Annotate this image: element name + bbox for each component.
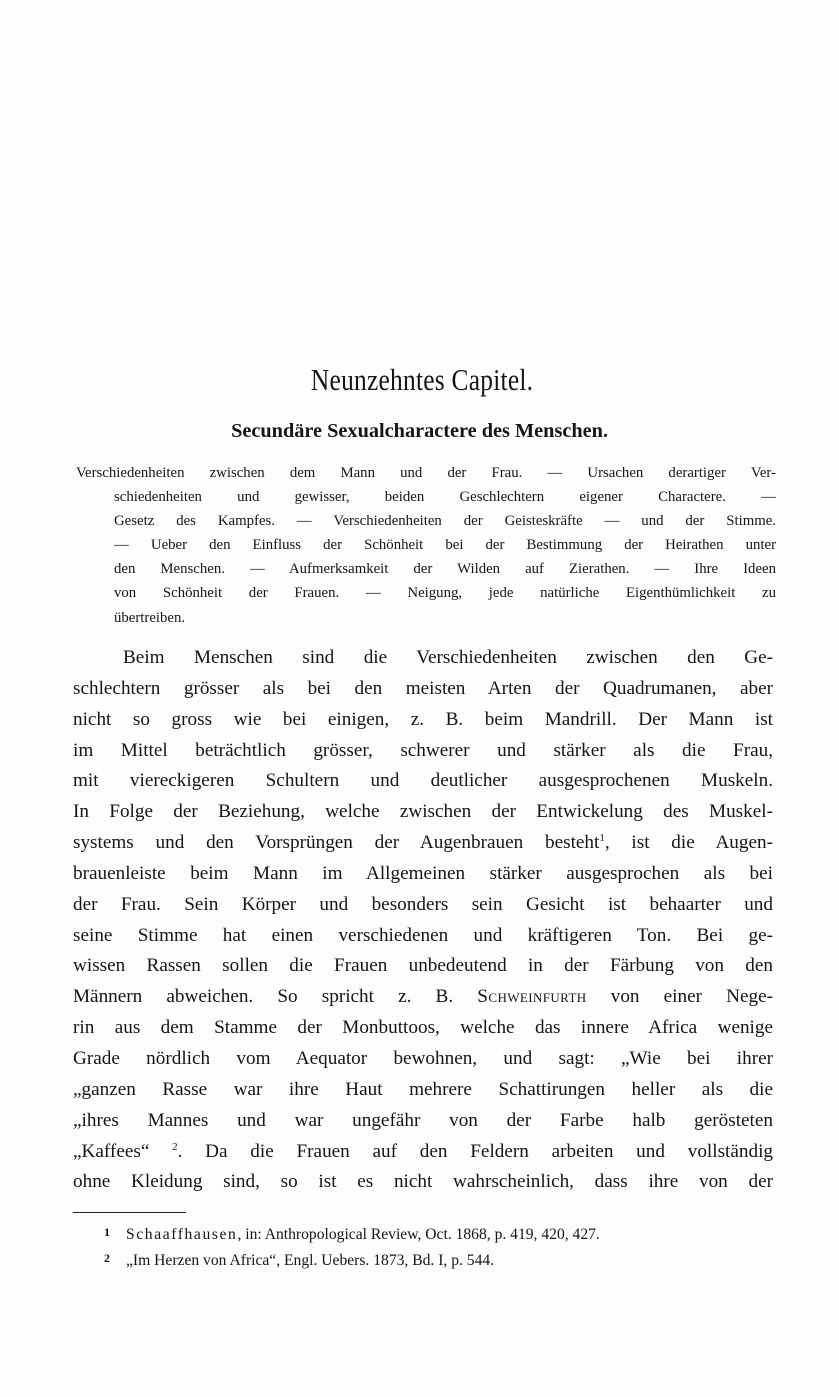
summary-line: — Ueber den Einfluss der Schönheit bei der Bestimmung der Heirathen unter: [114, 537, 776, 554]
body-line: [73, 828, 773, 859]
body-line: wissen Rassen sollen die Frauen unbedeutend in der Färbung von den: [73, 955, 773, 977]
summary-line: von Schönheit der Frauen. — Neigung, jede natürliche Eigenthümlichkeit zu: [114, 585, 776, 602]
body-line-part: von einer Nege-: [610, 986, 773, 1008]
body-line: Beim Menschen sind die Verschiedenheiten zwischen den Ge-: [123, 647, 773, 668]
body-line: In Folge der Beziehung, welche zwischen der Entwickelung des Muskel-: [73, 801, 773, 823]
body-line: der Frau. Sein Körper und besonders sein Gesicht ist behaarter und: [73, 893, 773, 915]
body-line: [73, 982, 773, 1013]
body-paragraph: [73, 643, 773, 1198]
footnote-number: 1: [104, 1225, 110, 1239]
body-line: Grade nördlich vom Aequator bewohnen, und sagt: „Wie bei ihrer: [73, 1047, 773, 1069]
footnote-text: , in: Anthropological Review, Oct. 1868, p. 419, 420, 427.: [237, 1226, 600, 1243]
chapter-subtitle: Secundäre Sexualcharactere des Menschen.: [231, 420, 609, 442]
chapter-title: Neunzehntes Capitel.: [310, 362, 534, 397]
summary-line: übertreiben.: [114, 609, 186, 626]
body-line: [73, 1137, 773, 1168]
body-line-part: systems und den Vorsprüngen der Augenbrauen besteht: [73, 832, 600, 854]
footnote-divider: [73, 1212, 186, 1213]
summary-line: schiedenheiten und gewisser, beiden Geschlechtern eigener Charactere. —: [114, 489, 776, 506]
body-line: ohne Kleidung sind, so ist es nicht wahrscheinlich, dass ihre von der: [73, 1171, 773, 1193]
footnote-number: 2: [104, 1250, 110, 1265]
footnote-ref: 2: [172, 1140, 178, 1153]
body-line: seine Stimme hat einen verschiedenen und kräftigeren Ton. Bei ge-: [73, 924, 773, 946]
body-line-part: Männern abweichen. So spricht z. B.: [73, 986, 454, 1008]
body-line: brauenleiste beim Mann im Allgemeinen stärker ausgesprochen als bei: [73, 862, 773, 884]
body-line: nicht so gross wie bei einigen, z. B. beim Mandrill. Der Mann ist: [73, 708, 773, 730]
footnote-text: „Im Herzen von Africa“, Engl. Uebers. 1873, Bd. I, p. 544.: [126, 1251, 495, 1269]
footnote: [104, 1221, 784, 1247]
chapter-summary: [76, 461, 776, 630]
summary-line: Verschiedenheiten zwischen dem Mann und der Frau. — Ursachen derartiger Ver-: [76, 465, 776, 481]
body-line-part: „Kaffees“: [73, 1140, 150, 1162]
footnotes: [104, 1221, 784, 1272]
footnote-author: Schaaffhausen: [126, 1226, 238, 1243]
footnote-ref: 1: [599, 832, 605, 845]
body-line: schlechtern grösser als bei den meisten Arten der Quadrumanen, aber: [73, 677, 773, 699]
body-line: im Mittel beträchtlich grösser, schwerer und stärker als die Frau,: [73, 739, 773, 761]
body-line-part: . Da die Frauen auf den Feldern arbeiten und vollständig: [177, 1140, 773, 1162]
author-name: Schweinfurth: [477, 986, 587, 1008]
body-line: „ihres Mannes und war ungefähr von der Farbe halb gerösteten: [73, 1109, 773, 1131]
body-line: mit viereckigeren Schultern und deutlicher ausgesprochenen Muskeln.: [73, 770, 773, 792]
body-line: rin aus dem Stamme der Monbuttoos, welche das innere Africa wenige: [73, 1017, 773, 1039]
body-line: „ganzen Rasse war ihre Haut mehrere Schattirungen heller als die: [73, 1078, 773, 1100]
summary-line: Gesetz des Kampfes. — Verschiedenheiten der Geisteskräfte — und der Stimme.: [114, 513, 776, 530]
summary-line: den Menschen. — Aufmerksamkeit der Wilden auf Zierathen. — Ihre Ideen: [114, 561, 776, 578]
body-line-part: , ist die Augen-: [604, 832, 773, 854]
footnote: [104, 1247, 784, 1273]
